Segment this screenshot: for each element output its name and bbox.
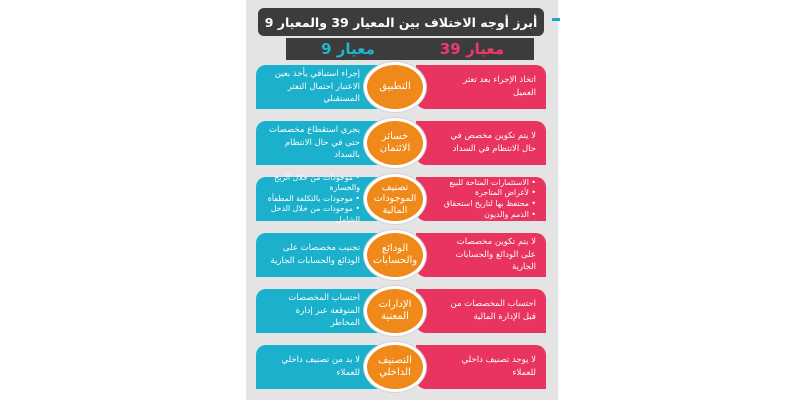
bullet-item: • الاستثمارات المتاحة للبيع (444, 178, 536, 189)
standard-39-cell (416, 289, 546, 333)
standard-9-text: إجراء استباقي يأخذ بعين الاعتبار احتمال التعثر المستقبلي (274, 68, 360, 105)
comparison-row-credit-losses (0, 118, 800, 170)
standard-39-cell (416, 345, 546, 389)
bullet-item: • الذمم والديون (444, 210, 536, 221)
standard-39-cell (416, 65, 546, 109)
topic-badge: تصنيف الموجودات المالية (364, 174, 426, 224)
topic-badge: الودائع والحسابات (364, 230, 426, 280)
comparison-row-departments (0, 286, 800, 338)
bullet-item: • محتفظ بها لتاريخ استحقاق (444, 199, 536, 210)
standard-39-cell (416, 177, 546, 221)
standard-39-text: لا يتم تكوين مخصص في حال الانتظام في السداد (450, 131, 536, 154)
bullet-item: • موجودات بالتكلفة المطفأة (264, 194, 360, 205)
standard-39-text: احتساب المخصصات من قبل الإدارة المالية (450, 299, 536, 322)
standard-39-cell (416, 233, 546, 277)
bullet-item: • موجودات من خلال الدخل الشامل (264, 204, 360, 225)
edge-marker (552, 18, 560, 21)
standard-39-text: اتخاذ الإجراء بعد تعثر العميل (463, 75, 536, 98)
standard-9-text: احتساب المخصصات المتوقعة عبر إدارة المخاطر (288, 292, 360, 329)
bullet-item: • لأغراض المتاجرة (444, 188, 536, 199)
standard-39-text: لا يتم تكوين مخصصات على الودائع والحسابات الجارية (455, 236, 536, 273)
standard-9-text: لا بد من تصنيف داخلي للعملاء (281, 355, 360, 378)
standard-39-text: لا يوجد تصنيف داخلي للعملاء (461, 355, 536, 378)
bullet-item: • موجودات من خلال الربح والخسارة (264, 173, 360, 194)
comparison-row-asset-classification (0, 174, 800, 226)
comparison-row-deposits (0, 230, 800, 282)
topic-badge: التصنيف الداخلي (364, 342, 426, 392)
topic-badge: التطبيق (364, 62, 426, 112)
column-header-standard-9: معيار 9 (286, 38, 410, 60)
comparison-row-internal-rating (0, 342, 800, 394)
standard-9-text: يجري استقطاع مخصصات حتى في حال الانتظام بالسداد (269, 124, 360, 161)
infographic-title: أبرز أوجه الاختلاف بين المعيار 39 والمعيار 9 (258, 8, 544, 36)
topic-badge: الإدارات المعنية (364, 286, 426, 336)
comparison-row-application (0, 62, 800, 114)
column-header-standard-39: معيار 39 (410, 38, 534, 60)
standard-9-text: تجنيب مخصصات على الودائع والحسابات الجارية (270, 243, 360, 266)
topic-badge: خسائر الائتمان (364, 118, 426, 168)
standard-39-cell (416, 121, 546, 165)
